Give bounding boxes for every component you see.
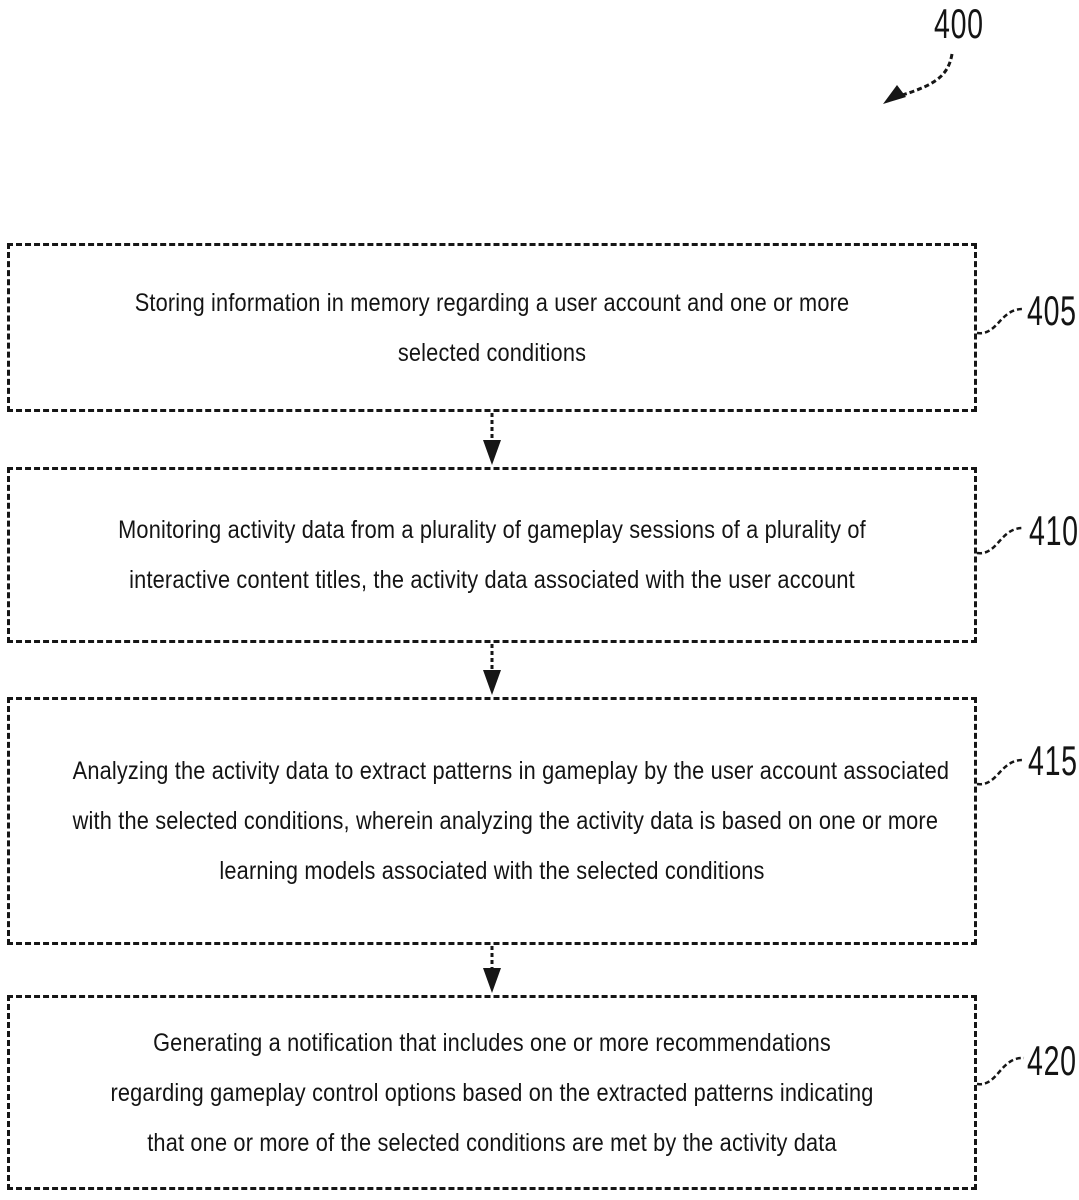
flow-step-line: learning models associated with the selected conditions xyxy=(219,857,765,885)
figure-label-arrowhead-icon xyxy=(883,85,906,104)
down-arrowhead-icon xyxy=(483,670,501,695)
figure-number-label: 400 xyxy=(934,0,984,47)
leader-line-420 xyxy=(977,1058,1024,1084)
ref-numeral-405: 405 xyxy=(1027,287,1077,334)
figure-label-arrow xyxy=(896,54,952,97)
leader-line-415 xyxy=(977,760,1024,784)
flow-step-line: Storing information in memory regarding a user account and one or more xyxy=(134,288,850,317)
flow-step-text-420 xyxy=(10,1018,974,1168)
flow-step-line: Monitoring activity data from a plurality of gameplay sessions of a plurality of xyxy=(118,516,866,544)
leader-line-410 xyxy=(977,528,1024,553)
flow-step-text-415 xyxy=(10,746,974,896)
ref-numeral-415: 415 xyxy=(1028,737,1078,784)
flow-step-line: with the selected conditions, wherein analyzing the activity data is based on one or more xyxy=(72,807,939,835)
flow-step-line: selected conditions xyxy=(397,338,587,367)
ref-numeral-410: 410 xyxy=(1029,507,1079,554)
down-arrowhead-icon xyxy=(483,440,501,465)
flow-step-line: that one or more of the selected conditions are met by the activity data xyxy=(147,1128,837,1157)
flow-step-line: Generating a notification that includes one or more recommendations xyxy=(153,1028,831,1057)
flow-step-line: regarding gameplay control options based on the extracted patterns indicating xyxy=(110,1078,874,1107)
flow-step-box-415 xyxy=(7,697,977,945)
flow-step-box-410 xyxy=(7,467,977,643)
flow-step-line: Analyzing the activity data to extract patterns in gameplay by the user account associated xyxy=(72,757,950,785)
ref-numeral-420: 420 xyxy=(1027,1037,1077,1084)
flow-step-box-405 xyxy=(7,243,977,412)
down-arrowhead-icon xyxy=(483,968,501,993)
flow-step-line: interactive content titles, the activity data associated with the user account xyxy=(129,566,855,594)
flow-step-text-410 xyxy=(10,505,974,605)
flow-step-box-420 xyxy=(7,995,977,1190)
flow-step-text-405 xyxy=(10,278,974,378)
leader-line-405 xyxy=(977,309,1024,333)
